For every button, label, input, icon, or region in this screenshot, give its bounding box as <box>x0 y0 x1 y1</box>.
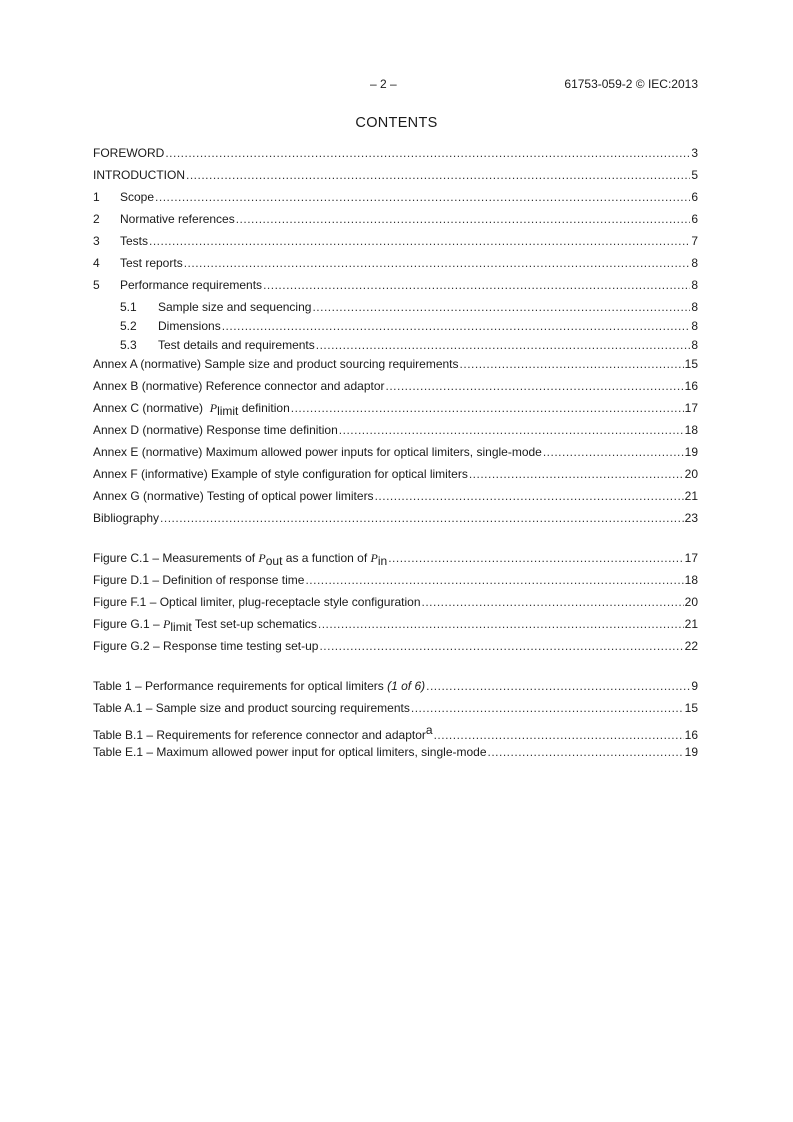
toc-entry-text: Figure G.2 – Response time testing set-up <box>93 639 319 653</box>
toc-entry-text: Scope <box>120 190 155 204</box>
toc-entry-number: 3 <box>93 234 100 248</box>
toc-figure-g1[interactable] <box>93 616 698 638</box>
page-number: – 2 – <box>370 77 397 91</box>
toc-entry-text: Bibliography <box>93 511 160 525</box>
toc-entry-page: 20 <box>684 595 698 609</box>
toc-entry-text-italic: (1 of 6) <box>387 679 426 693</box>
toc-entry-annex-d[interactable] <box>93 422 698 444</box>
toc-entry-annex-g[interactable] <box>93 488 698 510</box>
page-header <box>93 77 698 93</box>
toc-entry-text: Annex E (normative) Maximum allowed power inputs for optical limiters, single-mode <box>93 445 542 459</box>
toc-entry-number: 5.3 <box>120 338 137 352</box>
toc-entry-page: 8 <box>691 256 698 270</box>
toc-entry-text <box>93 678 425 695</box>
math-variable: P <box>209 401 218 415</box>
toc-entry-page: 9 <box>691 679 698 693</box>
toc-entry-text-main: Table 1 – Performance requirements for optical limiters <box>93 679 388 693</box>
document-id: 61753-059-2 © IEC:2013 <box>564 77 698 91</box>
toc-entry-text: Annex B (normative) Reference connector and adaptor <box>93 379 385 393</box>
toc-entry-page: 18 <box>684 423 698 437</box>
toc-entry-page: 21 <box>684 489 698 503</box>
toc-entry-scope[interactable] <box>93 189 698 211</box>
toc-entry-page: 7 <box>691 234 698 248</box>
toc-entry-text-pre: Figure G.1 – <box>93 617 164 631</box>
toc-entry-text: Test reports <box>120 256 183 270</box>
toc-entry-page: 19 <box>684 445 698 459</box>
toc-entry-text: Tests <box>120 234 149 248</box>
toc-figure-c1[interactable] <box>93 550 698 572</box>
toc-figure-f1[interactable] <box>93 594 698 616</box>
toc-entry-text: INTRODUCTION <box>93 168 185 182</box>
toc-entry-test-reports[interactable] <box>93 255 698 277</box>
toc-entry-text: FOREWORD <box>93 146 165 160</box>
math-variable: P <box>370 551 378 565</box>
toc-figure-g2[interactable] <box>93 638 698 660</box>
footnote-marker: a <box>425 723 433 737</box>
toc-table-a1[interactable] <box>93 700 698 722</box>
toc-entry-text-pre: Figure C.1 – Measurements of <box>93 551 259 565</box>
toc-entry-page: 18 <box>684 573 698 587</box>
toc-entry-text: Annex F (informative) Example of style configuration for optical limiters <box>93 467 468 481</box>
toc-entry-page: 23 <box>684 511 698 525</box>
toc-entry-text: Annex A (normative) Sample size and product sourcing requirements <box>93 357 459 371</box>
toc-entry-number: 2 <box>93 212 100 226</box>
toc-entry-text: Table A.1 – Sample size and product sourcing requirements <box>93 701 410 715</box>
toc-entry-page: 15 <box>684 357 698 371</box>
page-title: CONTENTS <box>355 115 438 131</box>
toc-entry-text-post: Test set-up schematics <box>191 617 317 631</box>
toc-entry-sample-size[interactable] <box>93 299 698 318</box>
toc-entry-annex-b[interactable] <box>93 378 698 400</box>
toc-table-b1[interactable] <box>93 722 698 744</box>
toc-entry-page: 17 <box>684 401 698 415</box>
math-subscript: limit <box>217 404 239 418</box>
toc-entry-tests[interactable] <box>93 233 698 255</box>
math-variable: P <box>163 617 171 631</box>
toc-entry-page: 8 <box>691 319 698 333</box>
math-subscript: limit <box>170 620 192 634</box>
toc-entry-text: Performance requirements <box>120 278 263 292</box>
toc-entry-number: 5.2 <box>120 319 137 333</box>
toc-entry-text-mid: as a function of <box>282 551 371 565</box>
math-variable: P <box>258 551 266 565</box>
toc-figure-d1[interactable] <box>93 572 698 594</box>
toc-entry-page: 15 <box>684 701 698 715</box>
toc-entry-page: 20 <box>684 467 698 481</box>
toc-entry-text-main: Table B.1 – Requirements for reference connector and adaptor <box>93 728 426 742</box>
toc-entry-page: 8 <box>691 278 698 292</box>
toc-table-1[interactable] <box>93 678 698 700</box>
toc-entry-page: 21 <box>684 617 698 631</box>
toc-entry-number: 5.1 <box>120 300 137 314</box>
toc-entry-text: Sample size and sequencing <box>158 300 312 314</box>
toc-entry-annex-e[interactable] <box>93 444 698 466</box>
toc-entry-page: 6 <box>691 190 698 204</box>
toc-entry-text <box>93 722 433 744</box>
toc-entry-annex-a[interactable] <box>93 356 698 378</box>
toc-entry-page: 6 <box>691 212 698 226</box>
toc-entry-page: 16 <box>684 379 698 393</box>
toc-entry-text-post: definition <box>238 401 290 415</box>
toc-table-e1[interactable] <box>93 744 698 766</box>
toc-entry-text <box>93 400 290 420</box>
toc-entry-text: Annex D (normative) Response time definition <box>93 423 338 437</box>
toc-entry-page: 17 <box>684 551 698 565</box>
toc-entry-text <box>93 550 387 570</box>
toc-entry-performance-requirements[interactable] <box>93 277 698 299</box>
toc-entry-introduction[interactable] <box>93 167 698 189</box>
toc-entry-page: 5 <box>691 168 698 182</box>
toc-entry-page: 8 <box>691 338 698 352</box>
toc-entry-annex-f[interactable] <box>93 466 698 488</box>
toc-entry-test-details[interactable] <box>93 337 698 356</box>
toc-entry-number: 4 <box>93 256 100 270</box>
toc-entry-bibliography[interactable] <box>93 510 698 532</box>
toc-entry-text: Figure F.1 – Optical limiter, plug-receptacle style configuration <box>93 595 421 609</box>
toc-entry-annex-c[interactable] <box>93 400 698 422</box>
toc-entry-text: Annex G (normative) Testing of optical power limiters <box>93 489 374 503</box>
toc-entry-page: 22 <box>684 639 698 653</box>
toc-entry-number: 1 <box>93 190 100 204</box>
toc-entry-text: Test details and requirements <box>158 338 315 352</box>
toc-entry-normative-references[interactable] <box>93 211 698 233</box>
toc-entry-text: Normative references <box>120 212 235 226</box>
toc-entry-text: Dimensions <box>158 319 221 333</box>
toc-entry-text-pre: Annex C (normative) <box>93 401 210 415</box>
toc-entry-number: 5 <box>93 278 100 292</box>
toc-entry-foreword[interactable] <box>93 145 698 167</box>
math-subscript: out <box>265 554 283 568</box>
table-of-contents <box>93 145 698 766</box>
toc-entry-text: Table E.1 – Maximum allowed power input for optical limiters, single-mode <box>93 745 487 759</box>
toc-entry-text <box>93 616 317 636</box>
toc-entry-page: 3 <box>691 146 698 160</box>
toc-entry-page: 19 <box>684 745 698 759</box>
toc-entry-dimensions[interactable] <box>93 318 698 337</box>
toc-entry-page: 8 <box>691 300 698 314</box>
math-subscript: in <box>377 554 388 568</box>
toc-entry-text: Figure D.1 – Definition of response time <box>93 573 305 587</box>
toc-entry-page: 16 <box>684 728 698 742</box>
